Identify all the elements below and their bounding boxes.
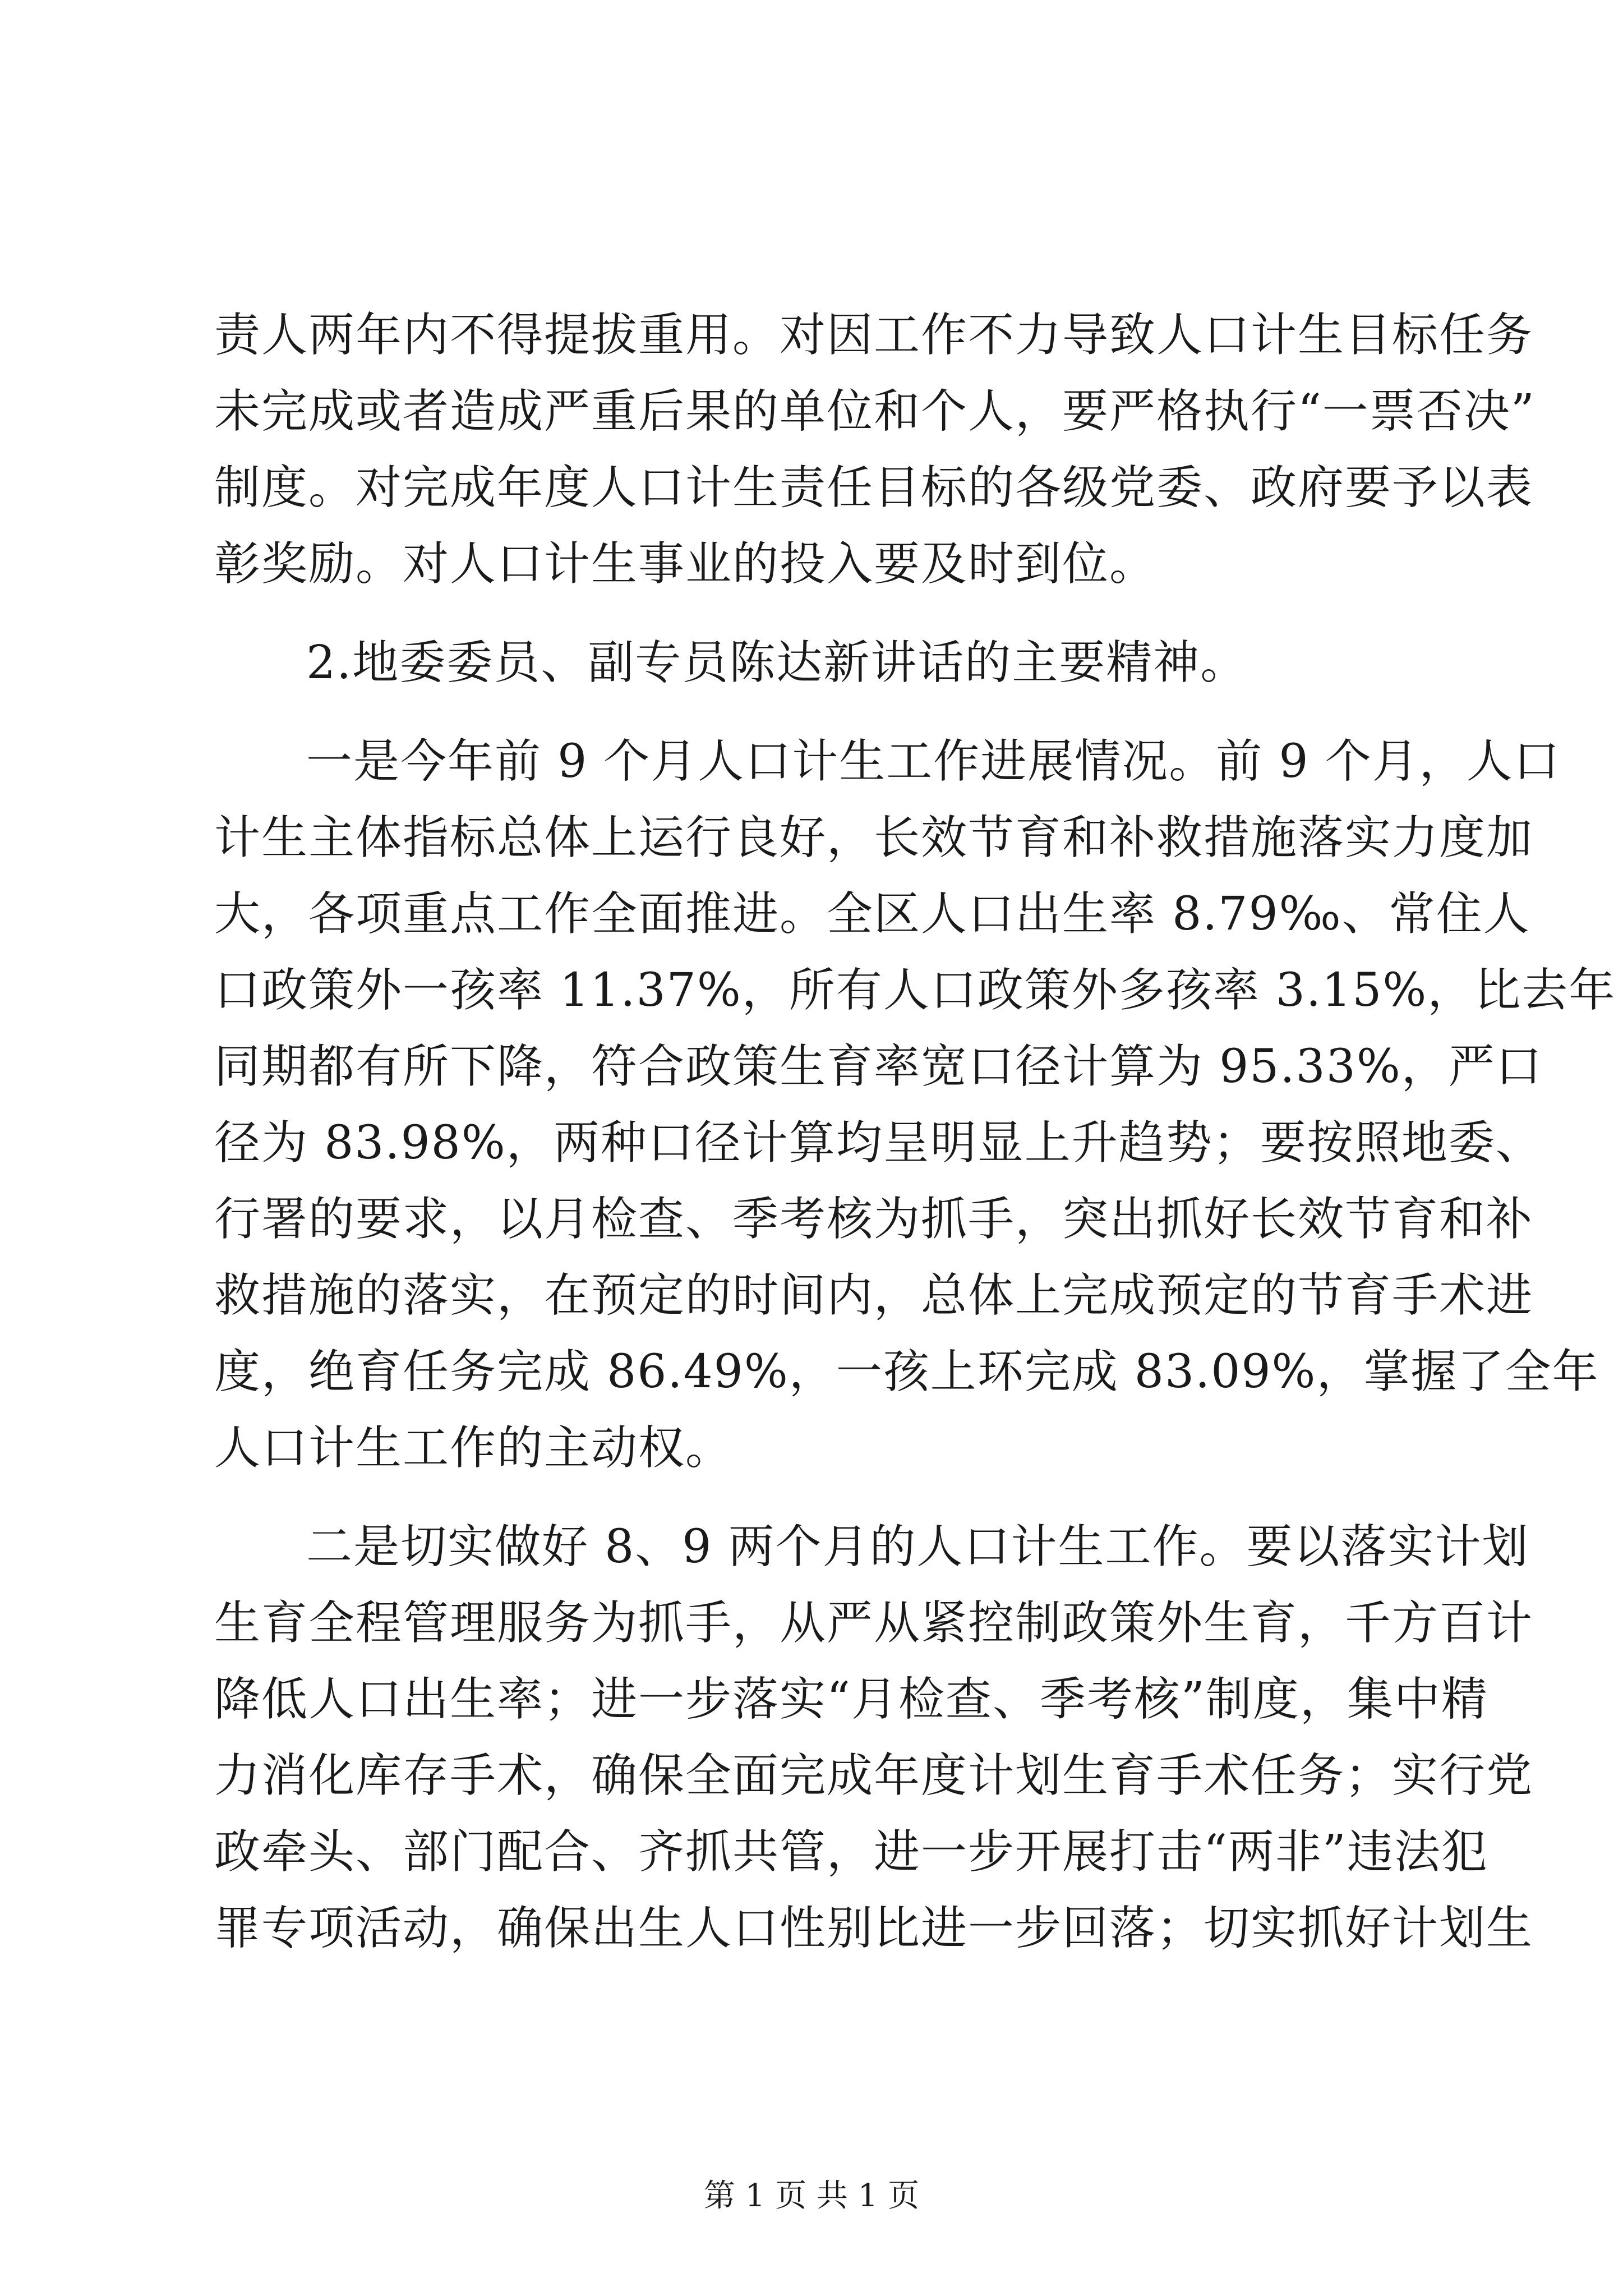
text-line: 一是今年前 9 个月人口计生工作进展情况。前 9 个月，人口 (306, 735, 1561, 788)
text-line: 生育全程管理服务为抓手，从严从紧控制政策外生育，千方百计 (214, 1596, 1534, 1650)
text-line: 2.地委委员、副专员陈达新讲话的主要精神。 (306, 636, 1248, 689)
paragraph (214, 297, 1536, 602)
text-line: 责人两年内不得提拔重用。对因工作不力导致人口计生目标任务 (214, 309, 1534, 362)
text-line: 罪专项活动，确保出生人口性别比进一步回落；切实抓好计划生 (214, 1902, 1534, 1955)
text-line: 行署的要求，以月检查、季考核为抓手，突出抓好长效节育和补 (214, 1193, 1534, 1246)
text-line: 救措施的落实，在预定的时间内，总体上完成预定的节育手术进 (214, 1269, 1534, 1322)
text-line: 计生主体指标总体上运行良好，长效节育和补救措施落实力度加 (214, 811, 1534, 864)
text-line: 力消化库存手术，确保全面完成年度计划生育手术任务；实行党 (214, 1749, 1534, 1802)
text-line: 口政策外一孩率 11.37%，所有人口政策外多孩率 3.15%，比去年 (214, 964, 1616, 1017)
paragraph (214, 724, 1616, 1487)
paragraph (214, 625, 1414, 701)
text-line: 彰奖励。对人口计生事业的投入要及时到位。 (214, 537, 1157, 591)
document-body (214, 297, 1616, 1967)
text-line: 大，各项重点工作全面推进。全区人口出生率 8.79‰、常住人 (214, 887, 1530, 941)
paragraph (214, 1509, 1534, 1967)
text-line: 二是切实做好 8、9 两个月的人口计生工作。要以落实计划 (306, 1520, 1529, 1573)
text-line: 降低人口出生率；进一步落实“月检查、季考核”制度，集中精 (214, 1673, 1488, 1726)
page-footer: 第 1 页 共 1 页 (703, 2178, 920, 2214)
text-line: 同期都有所下降，符合政策生育率宽口径计算为 95.33%，严口 (214, 1040, 1543, 1093)
text-line: 径为 83.98%，两种口径计算均呈明显上升趋势；要按照地委、 (214, 1116, 1543, 1170)
text-line: 政牵头、部门配合、齐抓共管，进一步开展打击“两非”违法犯 (214, 1825, 1488, 1879)
text-line: 人口计生工作的主动权。 (214, 1421, 733, 1475)
text-line: 制度。对完成年度人口计生责任目标的各级党委、政府要予以表 (214, 461, 1534, 514)
text-line: 度，绝育任务完成 86.49%，一孩上环完成 83.09%，掌握了全年 (214, 1345, 1599, 1398)
text-line: 未完成或者造成严重后果的单位和个人，要严格执行“一票否决” (214, 385, 1536, 438)
